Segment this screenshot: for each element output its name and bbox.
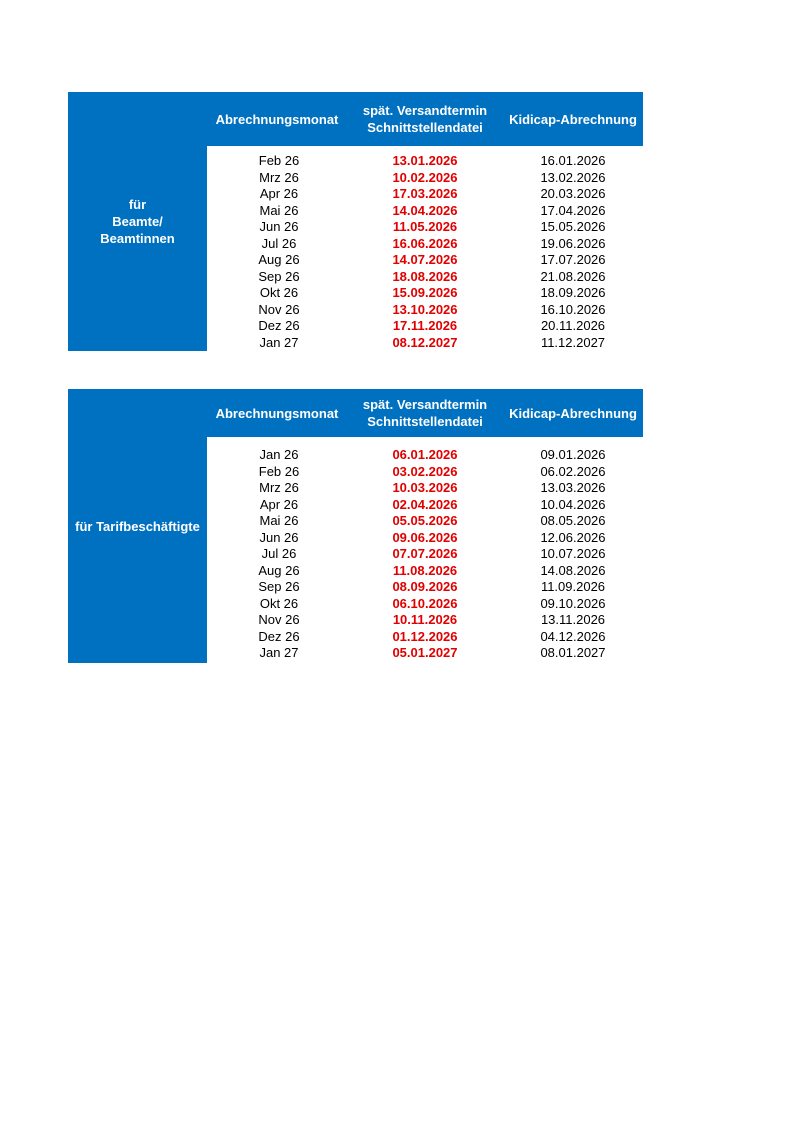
versandtermin-cell: 08.12.2027 xyxy=(392,334,458,350)
table-row xyxy=(207,513,643,530)
versandtermin-cell: 10.11.2026 xyxy=(392,612,458,627)
month-cell: Sep 26 xyxy=(258,579,300,594)
table-header xyxy=(207,389,643,437)
kidicap-cell: 18.09.2026 xyxy=(540,285,606,300)
versandtermin-cell: 18.08.2026 xyxy=(392,268,458,284)
table-row xyxy=(207,186,643,203)
header-versandtermin: spät. Versandtermin Schnittstellendatei xyxy=(362,103,488,135)
month-cell: Jan 27 xyxy=(259,645,299,660)
versandtermin-cell: 01.12.2026 xyxy=(392,628,458,644)
month-cell: Apr 26 xyxy=(259,186,299,201)
month-cell: Okt 26 xyxy=(259,595,299,611)
header-kidicap: Kidicap-Abrechnung xyxy=(509,405,637,421)
versandtermin-cell: 06.10.2026 xyxy=(392,595,458,611)
header-versandtermin: spät. Versandtermin Schnittstellendatei xyxy=(362,397,488,429)
versandtermin-cell: 17.03.2026 xyxy=(392,186,458,201)
table-row xyxy=(207,219,643,236)
table-row xyxy=(207,318,643,335)
table-row xyxy=(207,612,643,629)
table-row xyxy=(207,530,643,547)
versandtermin-cell: 10.02.2026 xyxy=(392,169,458,185)
month-cell: Okt 26 xyxy=(259,285,299,300)
kidicap-cell: 16.01.2026 xyxy=(540,153,606,168)
month-cell: Mai 26 xyxy=(259,202,299,218)
kidicap-cell: 14.08.2026 xyxy=(540,562,606,578)
table-row xyxy=(207,497,643,514)
kidicap-cell: 20.03.2026 xyxy=(540,186,606,201)
versandtermin-cell: 13.01.2026 xyxy=(392,153,458,168)
table-row xyxy=(207,546,643,563)
versandtermin-cell: 16.06.2026 xyxy=(392,235,458,251)
table-row xyxy=(207,464,643,481)
kidicap-cell: 13.02.2026 xyxy=(540,169,606,185)
table-row xyxy=(207,170,643,187)
table-row xyxy=(207,629,643,646)
month-cell: Jan 27 xyxy=(259,334,299,350)
kidicap-cell: 16.10.2026 xyxy=(540,301,606,317)
versandtermin-cell: 03.02.2026 xyxy=(392,463,458,479)
month-cell: Jul 26 xyxy=(261,235,297,251)
kidicap-cell: 08.05.2026 xyxy=(540,513,606,528)
kidicap-cell: 11.09.2026 xyxy=(540,579,606,594)
table-row xyxy=(207,285,643,302)
table-row xyxy=(207,645,643,662)
month-cell: Dez 26 xyxy=(258,628,300,644)
month-cell: Mrz 26 xyxy=(259,480,299,495)
versandtermin-cell: 09.06.2026 xyxy=(392,529,458,545)
kidicap-cell: 20.11.2026 xyxy=(540,318,606,333)
month-cell: Sep 26 xyxy=(258,268,300,284)
kidicap-cell: 09.10.2026 xyxy=(540,595,606,611)
kidicap-cell: 11.12.2027 xyxy=(540,334,606,350)
table-row xyxy=(207,596,643,613)
table-row xyxy=(207,269,643,286)
table-row xyxy=(207,480,643,497)
table-body xyxy=(207,153,643,351)
table-header xyxy=(207,92,643,146)
kidicap-cell: 17.04.2026 xyxy=(540,202,606,218)
table-row xyxy=(207,579,643,596)
month-cell: Nov 26 xyxy=(258,301,300,317)
table-tarifbeschaeftigte xyxy=(68,389,643,663)
kidicap-cell: 08.01.2027 xyxy=(540,645,606,660)
month-cell: Aug 26 xyxy=(258,252,300,267)
kidicap-cell: 13.11.2026 xyxy=(540,612,606,627)
table-body xyxy=(207,447,643,662)
versandtermin-cell: 05.01.2027 xyxy=(392,645,458,660)
month-cell: Feb 26 xyxy=(258,463,300,479)
month-cell: Nov 26 xyxy=(258,612,300,627)
month-cell: Jan 26 xyxy=(259,447,299,462)
kidicap-cell: 15.05.2026 xyxy=(540,219,606,234)
kidicap-cell: 04.12.2026 xyxy=(540,628,606,644)
month-cell: Jul 26 xyxy=(261,546,297,561)
kidicap-cell: 10.07.2026 xyxy=(540,546,606,561)
versandtermin-cell: 08.09.2026 xyxy=(392,579,458,594)
month-cell: Mrz 26 xyxy=(259,169,299,185)
month-cell: Jun 26 xyxy=(259,529,299,545)
month-cell: Aug 26 xyxy=(258,562,300,578)
group-label: für Beamte/ Beamtinnen xyxy=(68,92,207,351)
kidicap-cell: 13.03.2026 xyxy=(540,480,606,495)
versandtermin-cell: 10.03.2026 xyxy=(392,480,458,495)
header-abrechnungsmonat: Abrechnungsmonat xyxy=(215,405,339,421)
kidicap-cell: 17.07.2026 xyxy=(540,252,606,267)
versandtermin-cell: 02.04.2026 xyxy=(392,496,458,512)
month-cell: Feb 26 xyxy=(258,153,300,168)
kidicap-cell: 21.08.2026 xyxy=(540,268,606,284)
month-cell: Dez 26 xyxy=(258,318,300,333)
kidicap-cell: 06.02.2026 xyxy=(540,463,606,479)
versandtermin-cell: 17.11.2026 xyxy=(392,318,458,333)
versandtermin-cell: 07.07.2026 xyxy=(392,546,458,561)
table-row xyxy=(207,252,643,269)
versandtermin-cell: 15.09.2026 xyxy=(392,285,458,300)
versandtermin-cell: 13.10.2026 xyxy=(392,301,458,317)
kidicap-cell: 12.06.2026 xyxy=(540,529,606,545)
versandtermin-cell: 06.01.2026 xyxy=(392,447,458,462)
header-kidicap: Kidicap-Abrechnung xyxy=(509,111,637,127)
versandtermin-cell: 11.05.2026 xyxy=(392,219,458,234)
kidicap-cell: 19.06.2026 xyxy=(540,235,606,251)
versandtermin-cell: 14.07.2026 xyxy=(392,252,458,267)
month-cell: Mai 26 xyxy=(259,513,299,528)
table-row xyxy=(207,203,643,220)
table-row xyxy=(207,447,643,464)
kidicap-cell: 09.01.2026 xyxy=(540,447,606,462)
header-abrechnungsmonat: Abrechnungsmonat xyxy=(215,111,339,127)
table-row xyxy=(207,153,643,170)
table-row xyxy=(207,335,643,352)
table-row xyxy=(207,236,643,253)
versandtermin-cell: 14.04.2026 xyxy=(392,202,458,218)
versandtermin-cell: 05.05.2026 xyxy=(392,513,458,528)
kidicap-cell: 10.04.2026 xyxy=(540,496,606,512)
month-cell: Jun 26 xyxy=(259,219,299,234)
table-row xyxy=(207,563,643,580)
table-beamte xyxy=(68,92,643,351)
month-cell: Apr 26 xyxy=(259,496,299,512)
group-label: für Tarifbeschäftigte xyxy=(68,389,207,663)
versandtermin-cell: 11.08.2026 xyxy=(392,562,458,578)
table-row xyxy=(207,302,643,319)
